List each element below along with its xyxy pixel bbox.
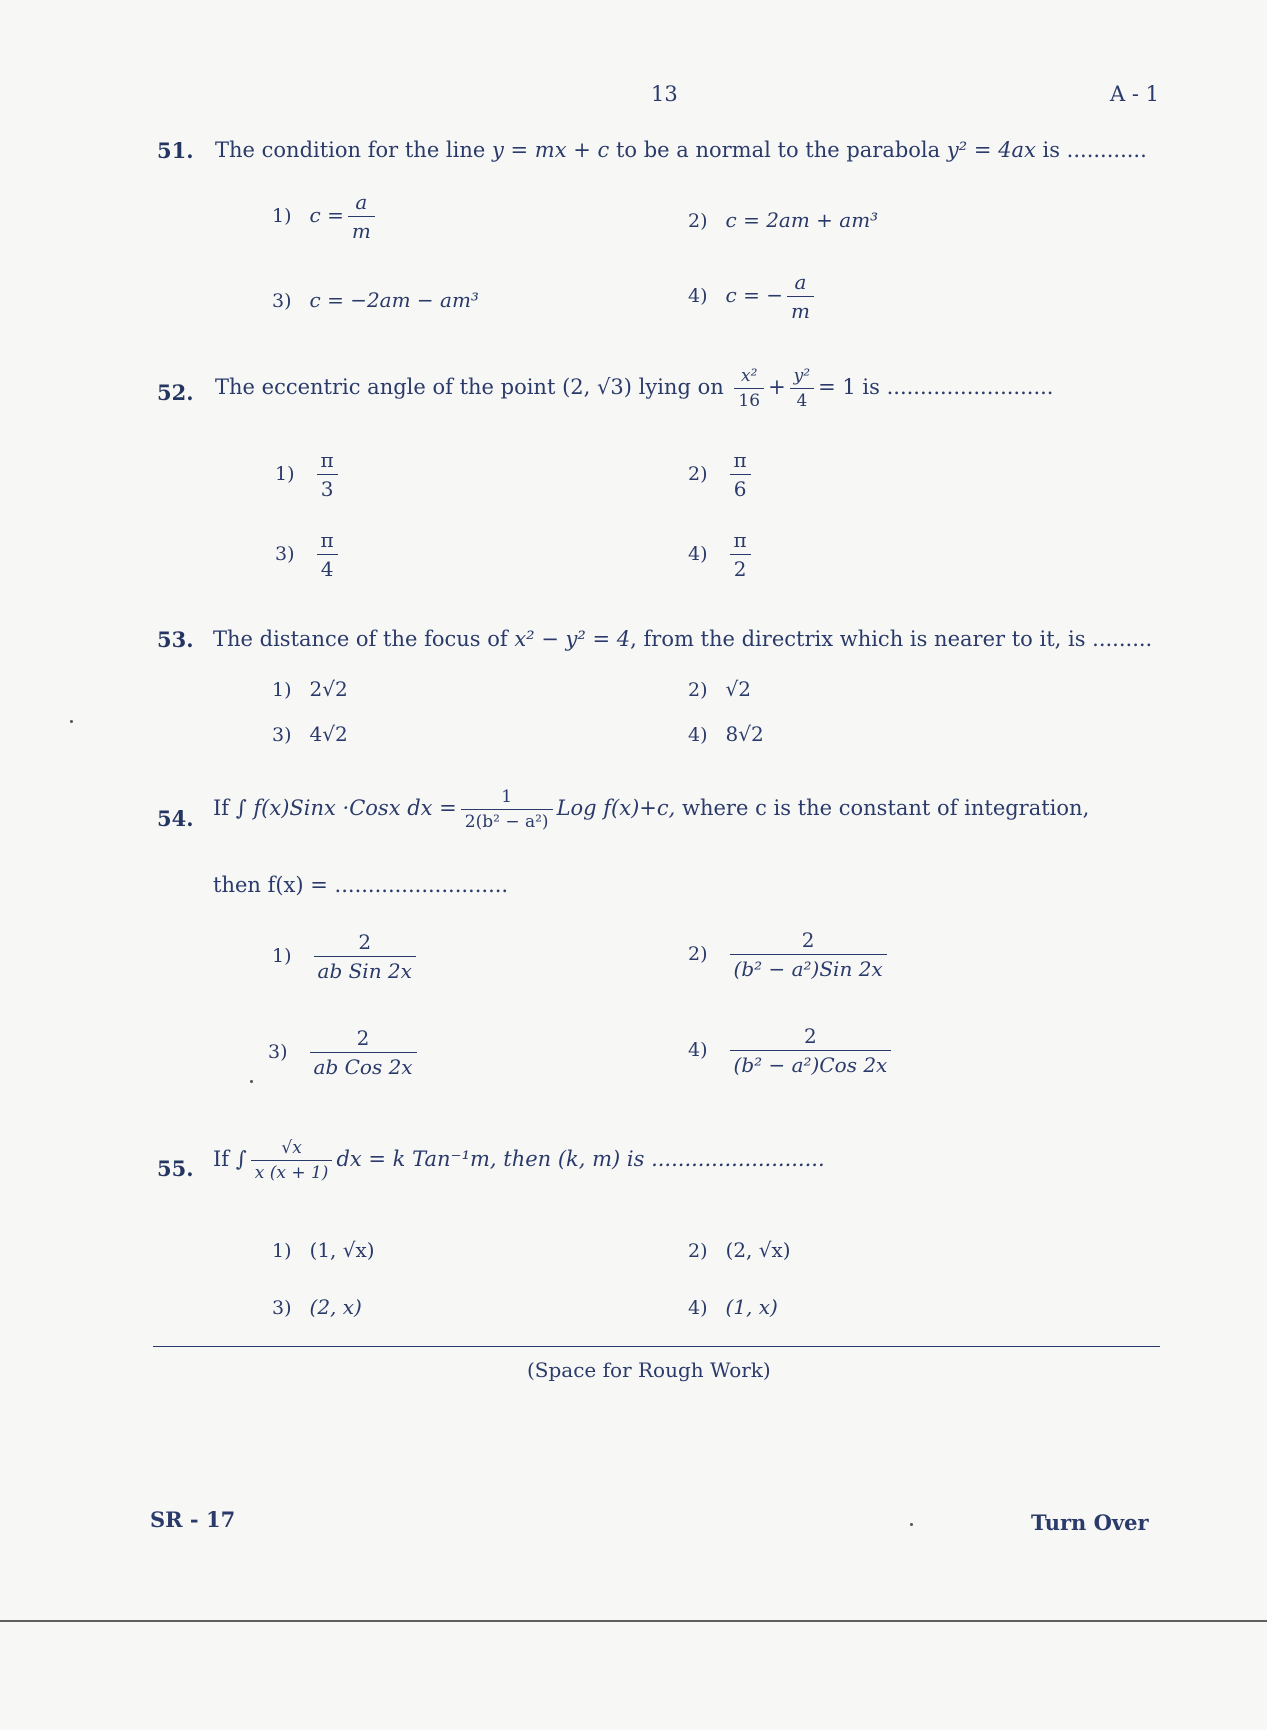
option-1[interactable]: 1) 2√2 — [272, 677, 348, 701]
rough-work-divider — [153, 1346, 1160, 1347]
option-1[interactable]: 1) $\frac{2}{\text{ab Sin 2x}}$ — [272, 930, 420, 983]
question-text: The condition for the line y = mx + c to be a normal to the parabola y² = 4ax is ............ — [215, 138, 1147, 162]
scan-edge-line — [0, 1620, 1267, 1622]
option-2[interactable]: 2) √2 — [688, 677, 751, 701]
option-2[interactable]: 2) $\frac{\pi}{6}$ — [688, 448, 755, 501]
footer-code: SR - 17 — [150, 1507, 236, 1532]
option-4[interactable]: 4) 8√2 — [688, 722, 764, 746]
question-number: 55. — [157, 1156, 194, 1181]
question-number: 52. — [157, 380, 194, 405]
option-1[interactable]: 1) (1, √x) — [272, 1238, 375, 1262]
option-3[interactable]: 3) 4√2 — [272, 722, 348, 746]
question-number: 54. — [157, 806, 194, 831]
option-3[interactable]: 3) (2, x) — [272, 1295, 362, 1319]
option-3[interactable]: 3) c = −2am − am³ — [272, 288, 479, 312]
set-code: A - 1 — [1110, 82, 1159, 106]
rough-work-label: (Space for Rough Work) — [527, 1358, 771, 1382]
option-2[interactable]: 2) $\frac{2}{\text{(b² − a²)Sin 2x}}$ — [688, 928, 891, 981]
question-text: If ∫ $\frac{√x}{x (x + 1)}$ dx = k Tan⁻¹m, then (k, m) is .......................... — [213, 1138, 825, 1183]
option-4[interactable]: 4) c = − $\frac{a}{m}$ — [688, 270, 818, 323]
scan-speck — [910, 1523, 913, 1526]
option-3[interactable]: 3) $\frac{2}{\text{ab Cos 2x}}$ — [268, 1026, 421, 1079]
option-4[interactable]: 4) $\frac{\pi}{2}$ — [688, 528, 755, 581]
option-1[interactable]: 1) c = $\frac{a}{m}$ — [272, 190, 379, 243]
question-number: 51. — [157, 138, 194, 163]
turn-over-label: Turn Over — [1031, 1510, 1149, 1535]
option-4[interactable]: 4) (1, x) — [688, 1295, 778, 1319]
option-2[interactable]: 2) (2, √x) — [688, 1238, 791, 1262]
question-number: 53. — [157, 627, 194, 652]
question-text: If ∫ f(x)Sinx ·Cosx dx = $\frac{1}{\text{2(b² − a²)}}$ Log f(x)+c, where c is the constant of integration, — [213, 787, 1090, 832]
scan-speck — [70, 720, 73, 723]
question-text: The eccentric angle of the point (2, √3) lying on $\frac{\text{x²}}{16}$ + $\frac{\text{y²}}{4}$ = 1 is ......................... — [215, 366, 1054, 411]
page-number: 13 — [651, 82, 678, 106]
option-4[interactable]: 4) $\frac{2}{\text{(b² − a²)Cos 2x}}$ — [688, 1024, 895, 1077]
scan-speck — [250, 1080, 253, 1083]
question-continuation: then f(x) = .......................... — [213, 873, 509, 897]
question-text: The distance of the focus of x² − y² = 4, from the directrix which is nearer to it, is ......... — [213, 627, 1153, 651]
option-1[interactable]: 1) $\frac{\pi}{3}$ — [275, 448, 342, 501]
option-2[interactable]: 2) c = 2am + am³ — [688, 208, 879, 232]
option-3[interactable]: 3) $\frac{\pi}{4}$ — [275, 528, 342, 581]
